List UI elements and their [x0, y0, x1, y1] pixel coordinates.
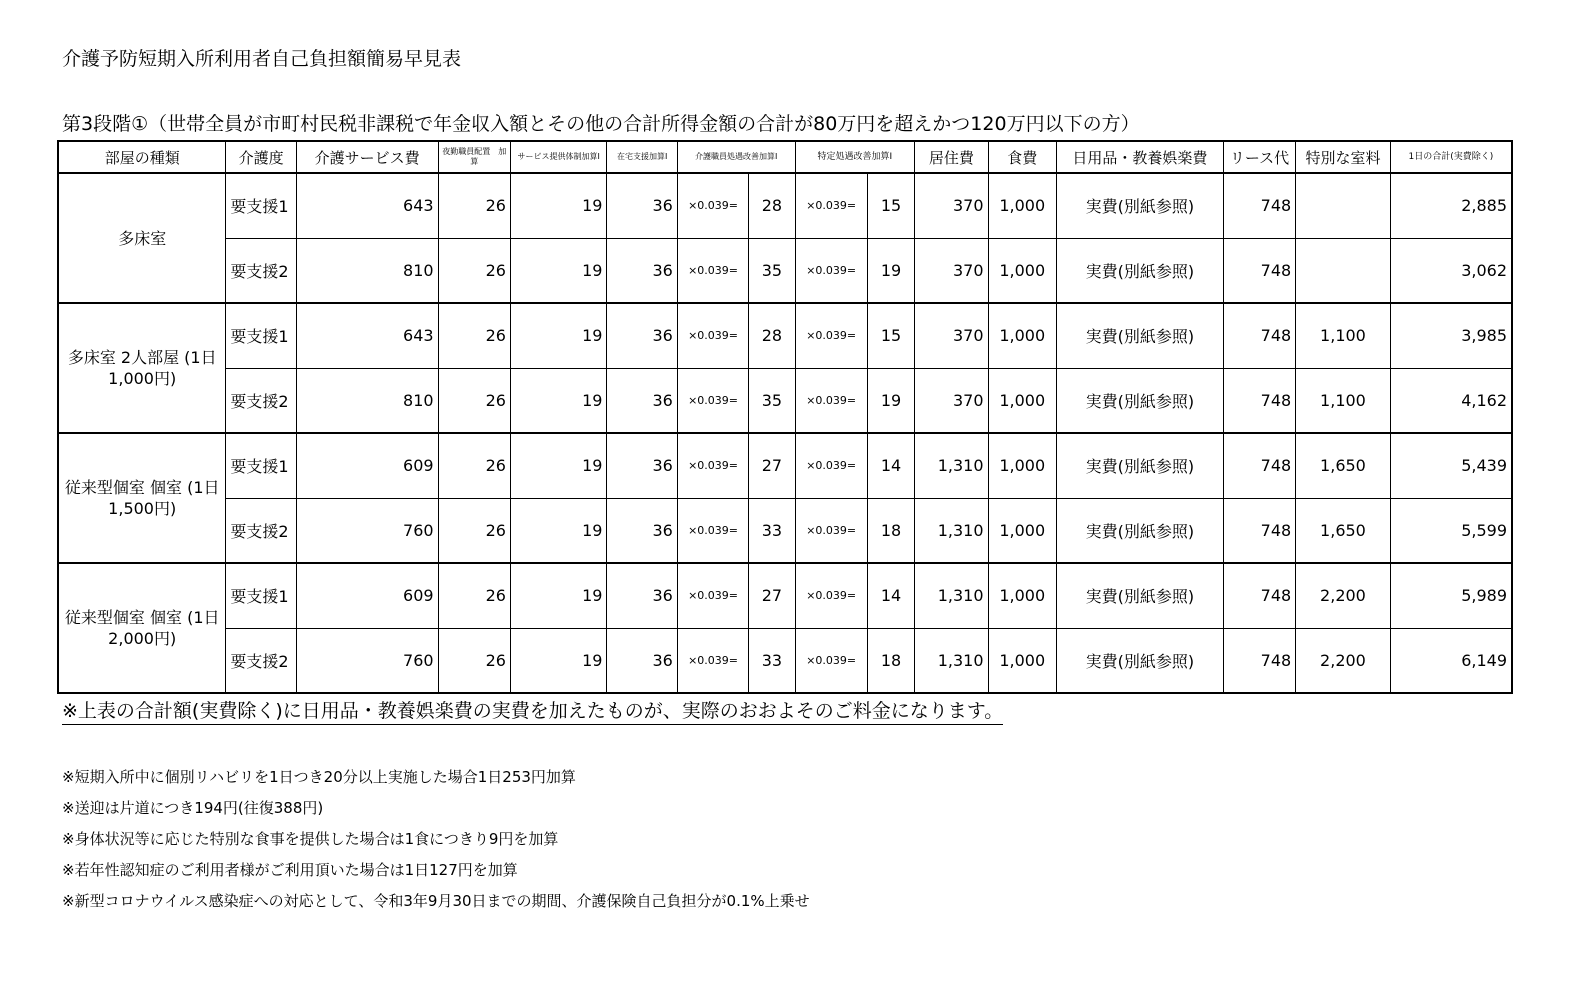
daily-goods-cell: 実費(別紙参照): [1056, 238, 1223, 303]
table-row: [58, 563, 1512, 628]
multiplier-cell: ×0.039=: [795, 173, 867, 238]
service-fee-cell: 810: [296, 368, 438, 433]
level-cell: 要支援1: [226, 173, 296, 238]
daily-total-cell: 3,985: [1390, 303, 1512, 368]
service-system-cell: 19: [510, 433, 607, 498]
food-fee-cell: 1,000: [988, 303, 1056, 368]
food-fee-cell: 1,000: [988, 498, 1056, 563]
header-lease: リース代: [1223, 141, 1295, 173]
home-support-cell: 36: [607, 368, 677, 433]
lease-fee-cell: 748: [1223, 368, 1295, 433]
room-type-cell: 従来型個室 個室 (1日1,500円): [58, 433, 226, 563]
daily-goods-cell: 実費(別紙参照): [1056, 433, 1223, 498]
page-title: 介護予防短期入所利用者自己負担額簡易早見表: [62, 48, 462, 70]
service-system-cell: 19: [510, 563, 607, 628]
lease-fee-cell: 748: [1223, 173, 1295, 238]
night-staff-cell: 26: [438, 368, 510, 433]
lease-fee-cell: 748: [1223, 628, 1295, 693]
special-room-cell: 2,200: [1296, 563, 1391, 628]
care-staff-cell: 28: [749, 173, 795, 238]
home-support-cell: 36: [607, 628, 677, 693]
level-cell: 要支援1: [226, 563, 296, 628]
service-fee-cell: 760: [296, 628, 438, 693]
room-type-cell: 多床室 2人部屋 (1日1,000円): [58, 303, 226, 433]
daily-goods-cell: 実費(別紙参照): [1056, 563, 1223, 628]
food-fee-cell: 1,000: [988, 368, 1056, 433]
home-support-cell: 36: [607, 563, 677, 628]
night-staff-cell: 26: [438, 303, 510, 368]
home-support-cell: 36: [607, 303, 677, 368]
level-cell: 要支援1: [226, 433, 296, 498]
special-room-cell: 1,100: [1296, 368, 1391, 433]
header-system: サービス提供体制加算Ⅰ: [510, 141, 607, 173]
night-staff-cell: 26: [438, 173, 510, 238]
header-home: 在宅支援加算Ⅰ: [607, 141, 677, 173]
residence-fee-cell: 1,310: [915, 498, 988, 563]
table-row: [58, 303, 1512, 368]
multiplier-cell: ×0.039=: [677, 238, 748, 303]
daily-goods-cell: 実費(別紙参照): [1056, 173, 1223, 238]
multiplier-cell: ×0.039=: [795, 498, 867, 563]
special-room-cell: 2,200: [1296, 628, 1391, 693]
lease-fee-cell: 748: [1223, 303, 1295, 368]
lease-fee-cell: 748: [1223, 433, 1295, 498]
daily-goods-cell: 実費(別紙参照): [1056, 628, 1223, 693]
night-staff-cell: 26: [438, 433, 510, 498]
table-row: [58, 498, 1512, 563]
service-fee-cell: 609: [296, 563, 438, 628]
daily-total-cell: 2,885: [1390, 173, 1512, 238]
daily-goods-cell: 実費(別紙参照): [1056, 368, 1223, 433]
care-staff-cell: 28: [749, 303, 795, 368]
header-total: 1日の合計(実費除く): [1390, 141, 1512, 173]
service-fee-cell: 643: [296, 303, 438, 368]
multiplier-cell: ×0.039=: [677, 563, 748, 628]
residence-fee-cell: 1,310: [915, 563, 988, 628]
daily-total-cell: 4,162: [1390, 368, 1512, 433]
service-fee-cell: 810: [296, 238, 438, 303]
daily-goods-cell: 実費(別紙参照): [1056, 303, 1223, 368]
header-food: 食費: [988, 141, 1056, 173]
care-staff-cell: 33: [749, 498, 795, 563]
room-type-cell: 多床室: [58, 173, 226, 303]
lease-fee-cell: 748: [1223, 498, 1295, 563]
residence-fee-cell: 370: [915, 303, 988, 368]
multiplier-cell: ×0.039=: [795, 433, 867, 498]
special-improvement-cell: 15: [867, 303, 914, 368]
service-system-cell: 19: [510, 303, 607, 368]
special-improvement-cell: 18: [867, 498, 914, 563]
multiplier-cell: ×0.039=: [795, 628, 867, 693]
residence-fee-cell: 370: [915, 238, 988, 303]
header-residence: 居住費: [915, 141, 988, 173]
multiplier-cell: ×0.039=: [677, 303, 748, 368]
level-cell: 要支援2: [226, 368, 296, 433]
care-staff-cell: 33: [749, 628, 795, 693]
multiplier-cell: ×0.039=: [677, 173, 748, 238]
residence-fee-cell: 1,310: [915, 433, 988, 498]
service-fee-cell: 760: [296, 498, 438, 563]
special-improvement-cell: 18: [867, 628, 914, 693]
special-improvement-cell: 14: [867, 433, 914, 498]
header-row: [58, 141, 1512, 173]
service-system-cell: 19: [510, 173, 607, 238]
daily-total-cell: 6,149: [1390, 628, 1512, 693]
note-item: ※新型コロナウイルス感染症への対応として、令和3年9月30日までの期間、介護保険自己負担分が0.1%上乗せ: [62, 892, 810, 910]
fee-table: [57, 140, 1513, 694]
service-system-cell: 19: [510, 368, 607, 433]
table-row: [58, 238, 1512, 303]
home-support-cell: 36: [607, 498, 677, 563]
note-item: ※身体状況等に応じた特別な食事を提供した場合は1食につきり9円を加算: [62, 830, 559, 848]
header-special-room: 特別な室料: [1296, 141, 1391, 173]
header-daily: 日用品・教養娯楽費: [1056, 141, 1223, 173]
special-improvement-cell: 19: [867, 238, 914, 303]
daily-goods-cell: 実費(別紙参照): [1056, 498, 1223, 563]
night-staff-cell: 26: [438, 563, 510, 628]
multiplier-cell: ×0.039=: [795, 238, 867, 303]
table-row: [58, 368, 1512, 433]
header-care-staff: 介護職員処遇改善加算Ⅰ: [677, 141, 795, 173]
multiplier-cell: ×0.039=: [795, 563, 867, 628]
service-system-cell: 19: [510, 238, 607, 303]
header-level: 介護度: [226, 141, 296, 173]
daily-total-cell: 5,439: [1390, 433, 1512, 498]
level-cell: 要支援2: [226, 238, 296, 303]
care-staff-cell: 35: [749, 368, 795, 433]
multiplier-cell: ×0.039=: [677, 498, 748, 563]
main-note: ※上表の合計額(実費除く)に日用品・教養娯楽費の実費を加えたものが、実際のおおよそのご料金になります。: [62, 698, 1003, 725]
special-room-cell: 1,650: [1296, 498, 1391, 563]
multiplier-cell: ×0.039=: [677, 628, 748, 693]
lease-fee-cell: 748: [1223, 563, 1295, 628]
care-staff-cell: 35: [749, 238, 795, 303]
fee-table-body: [58, 173, 1512, 693]
food-fee-cell: 1,000: [988, 238, 1056, 303]
multiplier-cell: ×0.039=: [677, 368, 748, 433]
residence-fee-cell: 1,310: [915, 628, 988, 693]
special-improvement-cell: 14: [867, 563, 914, 628]
special-room-cell: 1,100: [1296, 303, 1391, 368]
note-item: ※若年性認知症のご利用者様がご利用頂いた場合は1日127円を加算: [62, 861, 518, 879]
night-staff-cell: 26: [438, 238, 510, 303]
care-staff-cell: 27: [749, 563, 795, 628]
special-improvement-cell: 15: [867, 173, 914, 238]
service-fee-cell: 609: [296, 433, 438, 498]
service-system-cell: 19: [510, 628, 607, 693]
special-room-cell: [1296, 238, 1391, 303]
service-fee-cell: 643: [296, 173, 438, 238]
notes-list: [62, 762, 810, 917]
daily-total-cell: 5,989: [1390, 563, 1512, 628]
note-item: ※短期入所中に個別リハビリを1日つき20分以上実施した場合1日253円加算: [62, 768, 576, 786]
care-staff-cell: 27: [749, 433, 795, 498]
level-cell: 要支援1: [226, 303, 296, 368]
note-item: ※送迎は片道につき194円(往復388円): [62, 799, 324, 817]
lease-fee-cell: 748: [1223, 238, 1295, 303]
special-room-cell: 1,650: [1296, 433, 1391, 498]
table-row: [58, 433, 1512, 498]
home-support-cell: 36: [607, 173, 677, 238]
daily-total-cell: 5,599: [1390, 498, 1512, 563]
header-room: 部屋の種類: [58, 141, 226, 173]
header-service: 介護サービス費: [296, 141, 438, 173]
night-staff-cell: 26: [438, 498, 510, 563]
special-improvement-cell: 19: [867, 368, 914, 433]
multiplier-cell: ×0.039=: [795, 303, 867, 368]
food-fee-cell: 1,000: [988, 563, 1056, 628]
home-support-cell: 36: [607, 433, 677, 498]
residence-fee-cell: 370: [915, 173, 988, 238]
header-night: 夜勤職員配置 加 算: [438, 141, 510, 173]
room-type-cell: 従来型個室 個室 (1日2,000円): [58, 563, 226, 693]
daily-total-cell: 3,062: [1390, 238, 1512, 303]
service-system-cell: 19: [510, 498, 607, 563]
special-room-cell: [1296, 173, 1391, 238]
level-cell: 要支援2: [226, 628, 296, 693]
residence-fee-cell: 370: [915, 368, 988, 433]
table-row: [58, 173, 1512, 238]
header-special: 特定処遇改善加算Ⅰ: [795, 141, 915, 173]
table-row: [58, 628, 1512, 693]
multiplier-cell: ×0.039=: [677, 433, 748, 498]
night-staff-cell: 26: [438, 628, 510, 693]
page-subtitle: 第3段階①（世帯全員が市町村民税非課税で年金収入額とその他の合計所得金額の合計が80万円を超えかつ120万円以下の方）: [62, 113, 1140, 135]
multiplier-cell: ×0.039=: [795, 368, 867, 433]
food-fee-cell: 1,000: [988, 173, 1056, 238]
food-fee-cell: 1,000: [988, 628, 1056, 693]
home-support-cell: 36: [607, 238, 677, 303]
food-fee-cell: 1,000: [988, 433, 1056, 498]
level-cell: 要支援2: [226, 498, 296, 563]
